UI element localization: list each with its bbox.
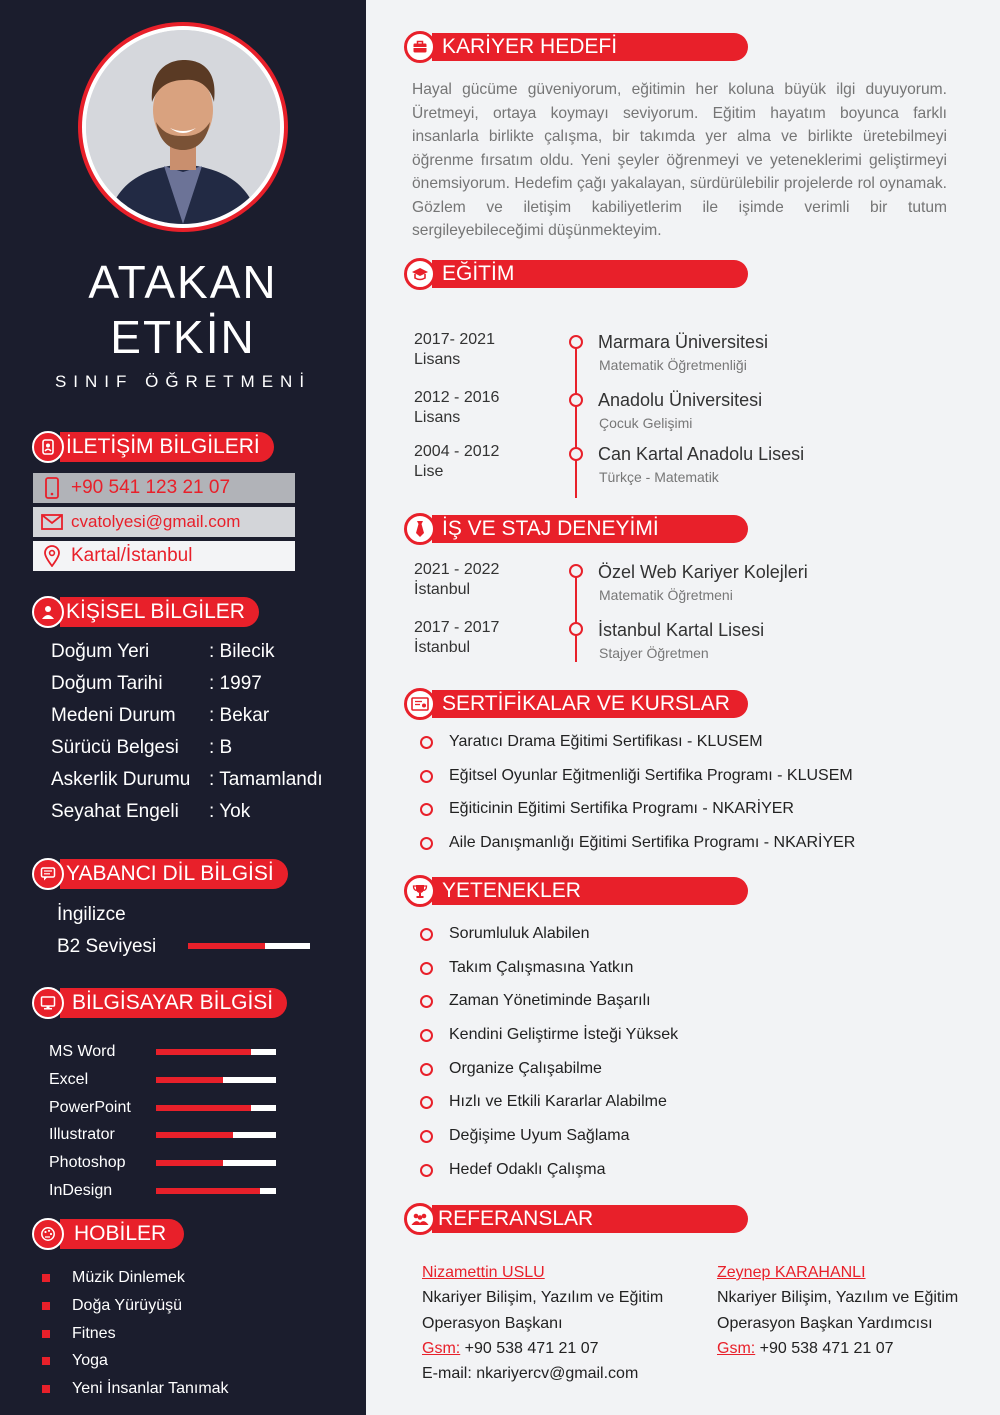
experience-timeline-line [575, 566, 577, 662]
bullet-circle-icon [420, 1096, 433, 1109]
computer-skill-name: Illustrator [49, 1126, 115, 1143]
language-section-header [32, 858, 288, 890]
bullet-circle-icon [420, 1164, 433, 1177]
hobby-label: Fitnes [72, 1325, 116, 1342]
reference-name: Zeynep KARAHANLI [717, 1264, 866, 1281]
skill-item [420, 991, 651, 1011]
skill-item-label: Sorumluluk Alabilen [449, 925, 590, 942]
references-section-header [404, 1204, 748, 1234]
bullet-circle-icon [420, 837, 433, 850]
computer-skill-name: Excel [49, 1071, 89, 1088]
timeline-dot-icon [569, 335, 583, 349]
education-years: 2004 - 2012 [414, 443, 500, 460]
bullet-circle-icon [420, 928, 433, 941]
contact-section-title: İLETİŞİM BİLGİLERİ [60, 432, 274, 462]
skill-item-label: Takım Çalışmasına Yatkın [449, 959, 634, 976]
personal-label: Medeni Durum [51, 705, 176, 726]
language-level: B2 Seviyesi [57, 936, 157, 957]
hobby-label: Doğa Yürüyüşü [72, 1297, 182, 1314]
education-field: Matematik Öğretmenliği [599, 357, 747, 373]
certificate-item-label: Eğitsel Oyunlar Eğitmenliği Sertifika Programı - KLUSEM [449, 767, 853, 784]
career-section-title: KARİYER HEDEFİ [432, 33, 748, 61]
phone-number: +90 541 123 21 07 [71, 477, 231, 498]
experience-city: İstanbul [414, 639, 471, 656]
timeline-dot-icon [569, 447, 583, 461]
certificate-icon [404, 688, 436, 720]
skill-item-label: Değişime Uyum Sağlama [449, 1127, 630, 1144]
career-objective-text: Hayal gücüme güveniyorum, eğitimin her koluna büyük ilgi duyuyorum. Üretmeyi, ortaya koymayı seviyorum. Eğitim hayatım boyunca farklı insanlarla birlikte çalışma, bir takımda yer alma ve birlikte üretebilmeyi öğrenme fırsatım oldu. Yeni şeyler öğrenmeyi ve yeteneklerimi geliştirmeyi önemsiyorum. Hedefim çağı yakalayan, sürdürülebilir projelerde rol oynamak. Gözlem ve iletişim kabiliyetlerim ile işimde verimli bir tutum sergileyebileceğimi düşünmekteyim. [412, 81, 947, 239]
reference-position: Operasyon Başkanı [422, 1314, 563, 1332]
bullet-square-icon [42, 1330, 50, 1338]
personal-label: Doğum Yeri [51, 641, 150, 662]
education-timeline-line [575, 340, 577, 498]
first-name: ATAKAN [88, 256, 278, 308]
bullet-circle-icon [420, 995, 433, 1008]
profile-photo [86, 30, 280, 224]
bullet-square-icon [42, 1357, 50, 1365]
experience-city: İstanbul [414, 581, 471, 598]
personal-row [51, 641, 323, 673]
reference-card [422, 1260, 663, 1386]
contact-section-header [32, 431, 274, 463]
bullet-circle-icon [420, 803, 433, 816]
hobbies-section-header [32, 1218, 184, 1250]
certificate-item-label: Eğiticinin Eğitimi Sertifika Programı - NKARİYER [449, 800, 794, 817]
bullet-circle-icon [420, 962, 433, 975]
computer-skill-name: Photoshop [49, 1154, 126, 1171]
personal-value: : Yok [209, 801, 251, 822]
hobby-item [42, 1324, 116, 1344]
personal-value: : Tamamlandı [209, 769, 323, 790]
contact-location [33, 541, 295, 571]
experience-section-title: İŞ VE STAJ DENEYİMİ [432, 515, 748, 543]
computer-skill-fill [156, 1077, 223, 1083]
reference-company: Nkariyer Bilişim, Yazılım ve Eğitim [422, 1289, 664, 1307]
speech-bubble-icon [32, 858, 64, 890]
personal-row [51, 673, 323, 705]
language-level-fill [188, 943, 265, 949]
education-school: Can Kartal Anadolu Lisesi [598, 444, 805, 464]
career-section-header [404, 32, 748, 62]
computer-skill-fill [156, 1132, 233, 1138]
timeline-dot-icon [569, 393, 583, 407]
computer-section-header [32, 987, 287, 1019]
personal-value: : Bilecik [209, 641, 275, 662]
experience-years: 2017 - 2017 [414, 619, 500, 636]
skill-item [420, 1126, 630, 1146]
computer-skill-name: PowerPoint [49, 1099, 131, 1116]
certificate-item [420, 833, 855, 853]
certificates-section-title: SERTİFİKALAR VE KURSLAR [432, 690, 748, 718]
hobby-label: Yoga [72, 1352, 108, 1369]
computer-skill-name: InDesign [49, 1182, 113, 1199]
gsm-label: Gsm: [717, 1339, 756, 1357]
computer-skill-bar [156, 1049, 276, 1055]
personal-label: Doğum Tarihi [51, 673, 163, 694]
timeline-dot-icon [569, 622, 583, 636]
personal-row [51, 801, 323, 833]
contact-book-icon [32, 431, 64, 463]
user-icon [32, 596, 64, 628]
reference-card [717, 1260, 958, 1361]
personal-row [51, 769, 323, 801]
hobby-item [42, 1296, 182, 1316]
computer-skill-bar [156, 1132, 276, 1138]
references-section-title: REFERANSLAR [432, 1205, 748, 1233]
language-level-bar [188, 943, 310, 949]
hobby-item [42, 1268, 185, 1288]
experience-role: Stajyer Öğretmen [599, 645, 709, 661]
hobby-label: Müzik Dinlemek [72, 1269, 185, 1286]
computer-section-title: BİLGİSAYAR BİLGİSİ [60, 988, 287, 1018]
personal-value: : 1997 [209, 673, 262, 694]
skill-item-label: Hedef Odaklı Çalışma [449, 1161, 606, 1178]
hobby-label: Yeni İnsanlar Tanımak [72, 1380, 229, 1397]
graduation-cap-icon [404, 258, 436, 290]
skill-item [420, 1025, 678, 1045]
personal-info-list [51, 641, 323, 833]
phone-icon [33, 477, 71, 499]
gsm-label: Gsm: [422, 1339, 461, 1357]
skill-item [420, 1160, 606, 1180]
computer-skill-bar [156, 1105, 276, 1111]
experience-section-header [404, 514, 748, 544]
skills-section-header [404, 876, 748, 906]
education-degree: Lise [414, 463, 444, 480]
experience-role: Matematik Öğretmeni [599, 587, 733, 603]
bullet-circle-icon [420, 770, 433, 783]
personal-label: Sürücü Belgesi [51, 737, 179, 758]
language-name: İngilizce [57, 904, 126, 925]
computer-skill-fill [156, 1160, 223, 1166]
certificate-item [420, 766, 853, 786]
bullet-circle-icon [420, 1063, 433, 1076]
bullet-square-icon [42, 1302, 50, 1310]
envelope-icon [33, 514, 71, 530]
personal-section-title: KİŞİSEL BİLGİLER [60, 597, 259, 627]
personal-value: : Bekar [209, 705, 270, 726]
monitor-icon [32, 987, 64, 1019]
education-section-title: EĞİTİM [432, 260, 748, 288]
personal-row [51, 737, 323, 769]
skill-item [420, 958, 633, 978]
certificate-item [420, 732, 763, 752]
skill-item-label: Zaman Yönetiminde Başarılı [449, 992, 651, 1009]
profile-photo-frame [78, 22, 288, 232]
education-school: Marmara Üniversitesi [598, 332, 769, 352]
contact-email[interactable] [33, 507, 295, 537]
reference-company: Nkariyer Bilişim, Yazılım ve Eğitim [717, 1289, 959, 1307]
personal-label: Seyahat Engeli [51, 801, 179, 822]
job-title: SINIF ÖĞRETMENİ [54, 372, 312, 391]
education-school: Anadolu Üniversitesi [598, 390, 763, 410]
palette-icon [32, 1218, 64, 1250]
location-text: Kartal/İstanbul [71, 545, 193, 566]
skills-section-title: YETENEKLER [432, 877, 748, 905]
trophy-icon [404, 875, 436, 907]
education-degree: Lisans [414, 409, 461, 426]
email-address: cvatolyesi@gmail.com [71, 512, 241, 531]
education-section-header [404, 259, 748, 289]
sidebar [0, 0, 366, 1415]
personal-row [51, 705, 323, 737]
experience-company: İstanbul Kartal Lisesi [598, 620, 765, 640]
contact-phone[interactable] [33, 473, 295, 503]
experience-years: 2021 - 2022 [414, 561, 500, 578]
last-name: ETKİN [110, 311, 256, 363]
bullet-circle-icon [420, 1130, 433, 1143]
computer-skill-fill [156, 1105, 251, 1111]
reference-position: Operasyon Başkan Yardımcısı [717, 1314, 933, 1332]
bullet-square-icon [42, 1385, 50, 1393]
reference-name: Nizamettin USLU [422, 1264, 545, 1281]
certificate-item-label: Yaratıcı Drama Eğitimi Sertifikası - KLUSEM [449, 733, 763, 750]
computer-skill-bar [156, 1188, 276, 1194]
personal-label: Askerlik Durumu [51, 769, 191, 790]
computer-skill-fill [156, 1049, 251, 1055]
reference-email[interactable]: E-mail: nkariyercv@gmail.com [422, 1365, 639, 1383]
language-section-title: YABANCI DİL BİLGİSİ [60, 859, 288, 889]
necktie-icon [404, 513, 436, 545]
reference-phone [422, 1336, 663, 1361]
certificate-item-label: Aile Danışmanlığı Eğitimi Sertifika Programı - NKARİYER [449, 834, 856, 851]
certificates-section-header [404, 689, 748, 719]
personal-value: : B [209, 737, 233, 758]
skill-item [420, 1059, 602, 1079]
location-pin-icon [33, 545, 71, 567]
hobby-item [42, 1351, 108, 1371]
skill-item-label: Hızlı ve Etkili Kararlar Alabilme [449, 1093, 667, 1110]
bullet-square-icon [42, 1274, 50, 1282]
hobby-item [42, 1379, 229, 1399]
bullet-circle-icon [420, 736, 433, 749]
education-degree: Lisans [414, 351, 461, 368]
education-years: 2017- 2021 [414, 331, 495, 348]
people-icon [404, 1203, 436, 1235]
personal-section-header [32, 596, 259, 628]
gsm-number: +90 538 471 21 07 [460, 1339, 599, 1357]
education-field: Türkçe - Matematik [599, 469, 719, 485]
education-years: 2012 - 2016 [414, 389, 500, 406]
certificate-item [420, 799, 794, 819]
computer-skill-name: MS Word [49, 1043, 116, 1060]
education-field: Çocuk Gelişimi [599, 415, 693, 431]
computer-skill-bar [156, 1077, 276, 1083]
hobbies-section-title: HOBİLER [60, 1219, 184, 1249]
skill-item [420, 924, 590, 944]
reference-phone [717, 1336, 958, 1361]
skill-item-label: Kendini Geliştirme İsteği Yüksek [449, 1026, 679, 1043]
gsm-number: +90 538 471 21 07 [755, 1339, 894, 1357]
skill-item [420, 1092, 667, 1112]
briefcase-icon [404, 31, 436, 63]
computer-skill-fill [156, 1188, 260, 1194]
timeline-dot-icon [569, 564, 583, 578]
experience-company: Özel Web Kariyer Kolejleri [598, 562, 808, 582]
skill-item-label: Organize Çalışabilme [449, 1060, 602, 1077]
computer-skill-bar [156, 1160, 276, 1166]
bullet-circle-icon [420, 1029, 433, 1042]
